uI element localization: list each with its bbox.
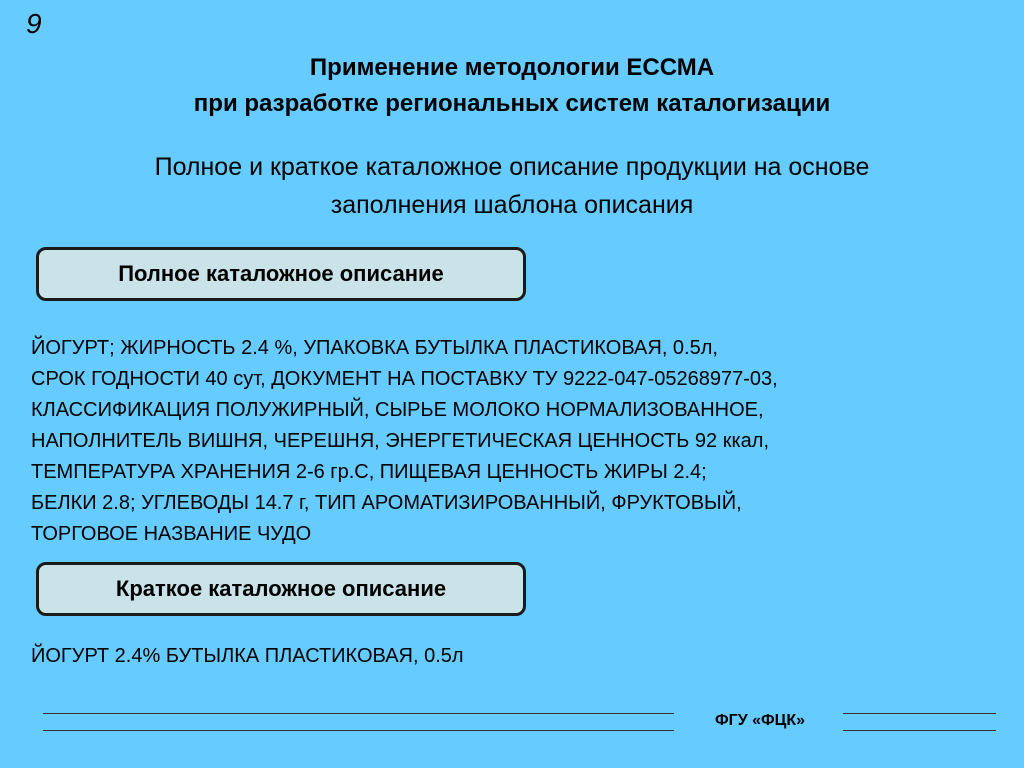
subtitle-line-1: Полное и краткое каталожное описание продукции на основе xyxy=(154,153,870,181)
title-line-2: при разработке региональных систем каталогизации xyxy=(193,90,831,117)
footer-divider xyxy=(43,730,674,731)
full-description-line: НАПОЛНИТЕЛЬ ВИШНЯ, ЧЕРЕШНЯ, ЭНЕРГЕТИЧЕСКАЯ ЦЕННОСТЬ 92 ккал, xyxy=(31,430,770,452)
footer-org-name: ФГУ «ФЦК» xyxy=(714,712,806,729)
footer-divider xyxy=(43,713,674,714)
full-description-line: ЙОГУРТ; ЖИРНОСТЬ 2.4 %, УПАКОВКА БУТЫЛКА ПЛАСТИКОВАЯ, 0.5л, xyxy=(31,337,718,359)
short-description-text: ЙОГУРТ 2.4% БУТЫЛКА ПЛАСТИКОВАЯ, 0.5л xyxy=(31,645,464,667)
short-description-heading: Краткое каталожное описание xyxy=(115,576,447,601)
full-description-heading: Полное каталожное описание xyxy=(118,261,444,286)
full-description-line: ТЕМПЕРАТУРА ХРАНЕНИЯ 2-6 гр.С, ПИЩЕВАЯ ЦЕННОСТЬ ЖИРЫ 2.4; xyxy=(31,461,707,483)
short-description-heading-box xyxy=(36,562,526,616)
page-title xyxy=(0,50,1024,122)
full-description-heading-box xyxy=(36,247,526,301)
full-description-line: КЛАССИФИКАЦИЯ ПОЛУЖИРНЫЙ, СЫРЬЕ МОЛОКО НОРМАЛИЗОВАННОЕ, xyxy=(31,399,764,421)
subtitle-line-2: заполнения шаблона описания xyxy=(330,191,694,219)
full-description-text xyxy=(31,333,778,550)
full-description-line: ТОРГОВОЕ НАЗВАНИЕ ЧУДО xyxy=(31,523,312,545)
footer-divider xyxy=(843,730,996,731)
full-description-line: БЕЛКИ 2.8; УГЛЕВОДЫ 14.7 г, ТИП АРОМАТИЗИРОВАННЫЙ, ФРУКТОВЫЙ, xyxy=(31,492,742,514)
subtitle xyxy=(0,148,1024,224)
slide-number: 9 xyxy=(26,8,42,39)
full-description-line: СРОК ГОДНОСТИ 40 сут, ДОКУМЕНТ НА ПОСТАВКУ ТУ 9222-047-05268977-03, xyxy=(31,368,778,390)
footer-divider xyxy=(843,713,996,714)
title-line-1: Применение методологии ЕССМА xyxy=(309,54,715,81)
